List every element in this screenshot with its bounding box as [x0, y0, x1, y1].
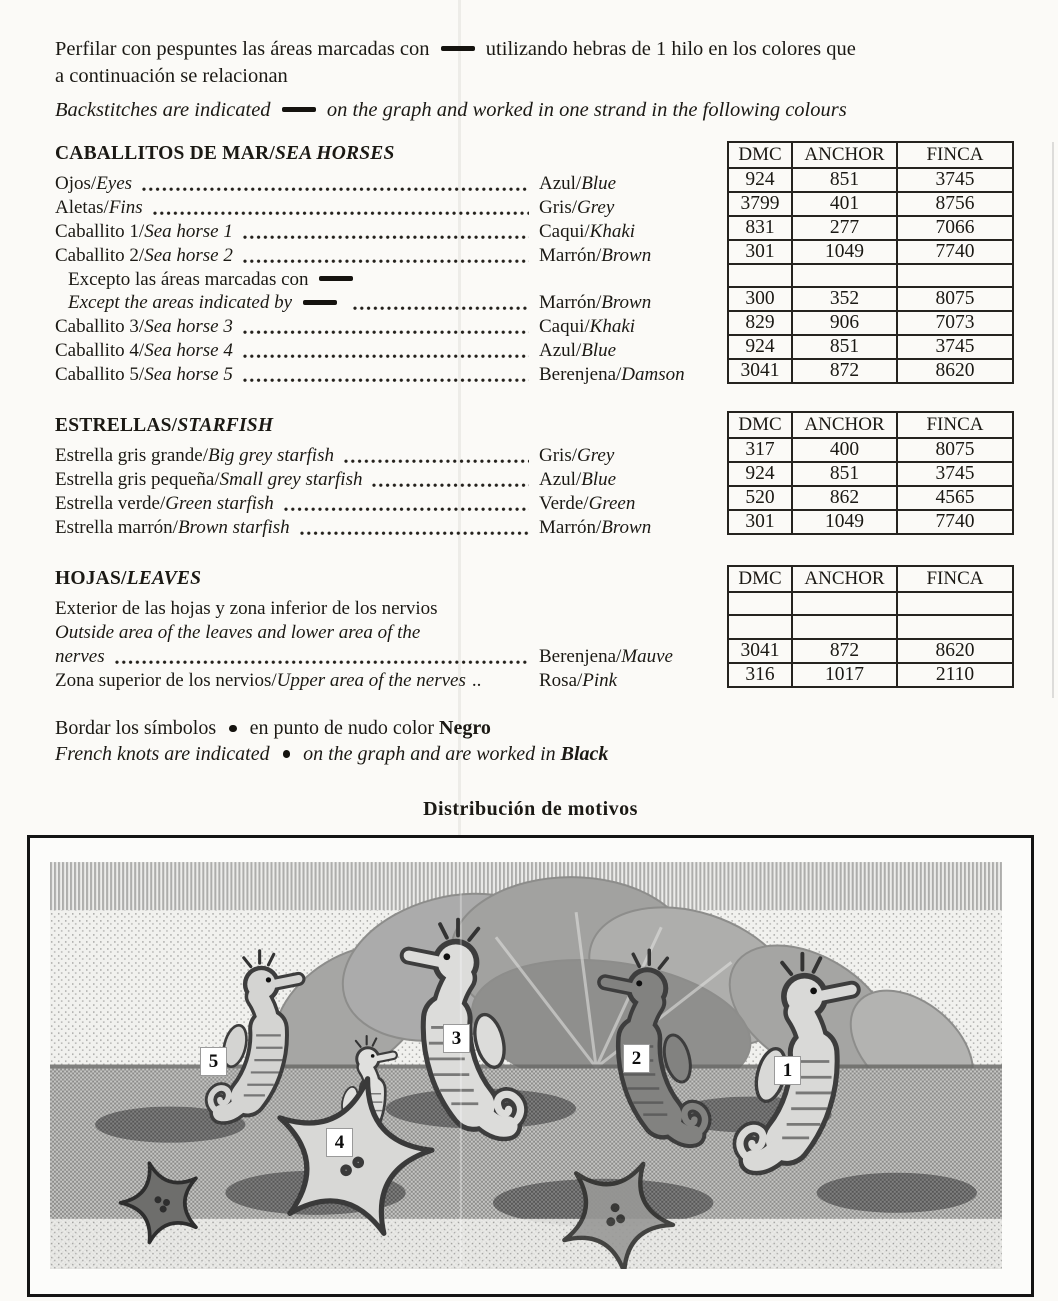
- french-knot-dot-icon: [283, 750, 291, 758]
- text-segment: Grey: [577, 445, 615, 466]
- text-segment: Sea horse 1: [144, 220, 233, 242]
- text-segment: French knots are indicated: [55, 742, 275, 765]
- table-cell: 401: [792, 192, 897, 216]
- row-label: [55, 197, 143, 219]
- table-cell: 3041: [728, 639, 792, 663]
- text-segment: Eyes: [96, 173, 133, 194]
- table-row: [728, 462, 1013, 486]
- table-header-cell: DMC: [728, 142, 792, 168]
- row-color-name: [539, 493, 723, 515]
- row-color-name: [539, 221, 723, 243]
- table-cell: 8756: [897, 192, 1013, 216]
- table-cell: 1017: [792, 663, 897, 687]
- text-segment: LEAVES: [126, 568, 202, 589]
- row-label: [55, 173, 132, 195]
- text-segment: ESTRELLAS/: [55, 415, 178, 436]
- dot-leader: [243, 258, 529, 265]
- table-cell: [897, 592, 1013, 615]
- color-key-row: [55, 469, 723, 493]
- table-cell: 872: [792, 639, 897, 663]
- color-key-row: [55, 316, 723, 340]
- text-segment: Blue: [581, 340, 617, 362]
- row-label: [55, 598, 438, 620]
- row-label: [55, 646, 105, 668]
- dot-leader: [372, 482, 529, 489]
- table-row: [728, 615, 1013, 638]
- intro-paragraph-es: [55, 36, 1055, 90]
- text-segment: Black: [560, 742, 609, 765]
- row-color-name: [539, 197, 723, 219]
- text-segment: Caballito 5/: [55, 364, 145, 386]
- text-segment: Outside area of the leaves and lower area of the: [55, 621, 421, 643]
- table-cell: 3041: [728, 359, 792, 383]
- backstitch-dash-icon: [319, 276, 353, 281]
- color-key-row: [55, 221, 723, 245]
- table-cell: 3745: [897, 462, 1013, 486]
- table-cell: 8620: [897, 639, 1013, 663]
- text-segment: Small grey starfish: [219, 468, 363, 490]
- text-segment: Berenjena/: [539, 364, 622, 386]
- table-row: [728, 438, 1013, 462]
- text-segment: Upper area of the nerves: [276, 669, 466, 691]
- table-cell: 520: [728, 486, 792, 510]
- text-segment: Mauve: [621, 645, 673, 667]
- row-label: [55, 340, 233, 362]
- table-cell: 277: [792, 216, 897, 240]
- table-row: [728, 486, 1013, 510]
- row-label: [68, 269, 359, 291]
- table-cell: 7740: [897, 240, 1013, 264]
- text-segment: Green starfish: [165, 492, 274, 514]
- table-cell: 851: [792, 335, 897, 359]
- french-knot-dot-icon: [229, 725, 237, 733]
- text-segment: HOJAS/: [55, 568, 127, 589]
- dot-leader: [300, 530, 529, 537]
- row-color-name: [539, 364, 723, 386]
- table-cell: 317: [728, 438, 792, 462]
- color-key-row: [55, 269, 723, 293]
- row-color-name: [539, 316, 723, 338]
- fold-line-in-image: [460, 862, 462, 1269]
- text-segment: Pink: [582, 669, 618, 691]
- backstitch-dash-icon: [303, 300, 337, 305]
- table-cell: [728, 592, 792, 615]
- text-segment: Gris/: [539, 445, 577, 466]
- dot-leader: [153, 210, 529, 217]
- text-segment: Blue: [581, 173, 617, 194]
- table-header-cell: FINCA: [897, 142, 1013, 168]
- text-segment: Excepto las áreas marcadas con: [68, 268, 314, 290]
- table-header-cell: ANCHOR: [792, 412, 897, 438]
- text-segment: Khaki: [589, 220, 636, 242]
- table-cell: 862: [792, 486, 897, 510]
- table-row: [728, 287, 1013, 311]
- table-cell: 4565: [897, 486, 1013, 510]
- backstitch-dash-icon: [282, 107, 316, 112]
- table-header-row: [728, 566, 1013, 592]
- text-segment: Marrón/: [539, 292, 602, 314]
- text-segment: Brown: [601, 244, 652, 266]
- text-segment: Fins: [108, 196, 143, 218]
- text-segment: STARFISH: [177, 415, 274, 436]
- french-knot-notes: [55, 716, 1055, 767]
- row-color-name: [539, 469, 723, 491]
- table-cell: 906: [792, 311, 897, 335]
- table-cell: 301: [728, 510, 792, 534]
- text-segment: Aletas/: [55, 196, 109, 218]
- thread-table-sea-horses: [727, 141, 1014, 384]
- text-segment: Sea horse 5: [144, 364, 233, 386]
- table-cell: 851: [792, 462, 897, 486]
- row-label: [55, 245, 233, 267]
- table-row: [728, 216, 1013, 240]
- color-key-row: [55, 173, 723, 197]
- table-cell: 8075: [897, 287, 1013, 311]
- row-color-name: [539, 646, 723, 668]
- note-es: [55, 716, 1055, 742]
- motif-label-1: 1: [774, 1056, 801, 1085]
- table-cell: 316: [728, 663, 792, 687]
- dot-leader: [115, 659, 529, 666]
- row-color-name: [539, 292, 723, 314]
- row-label: [55, 469, 362, 491]
- text-segment: Caballito 3/: [55, 316, 145, 338]
- table-cell: 1049: [792, 240, 897, 264]
- table-cell: 3745: [897, 335, 1013, 359]
- text-segment: Sea horse 3: [144, 316, 233, 338]
- table-cell: 3745: [897, 168, 1013, 192]
- dot-leader: [353, 305, 529, 312]
- text-segment: Verde/: [539, 492, 589, 514]
- color-key-list-starfish: [55, 445, 723, 541]
- table-cell: 831: [728, 216, 792, 240]
- text-segment: Zona superior de los nervios/: [55, 669, 277, 691]
- text-segment: Caqui/: [539, 316, 590, 338]
- table-row: [728, 168, 1013, 192]
- dot-leader: [284, 506, 529, 513]
- table-header-row: [728, 412, 1013, 438]
- text-segment: Berenjena/: [539, 645, 622, 667]
- table-cell: [792, 592, 897, 615]
- table-cell: 851: [792, 168, 897, 192]
- text-segment: Ojos/: [55, 173, 97, 194]
- table-cell: [792, 264, 897, 287]
- text-segment: Damson: [621, 364, 685, 386]
- color-key-list-leaves: [55, 598, 723, 694]
- row-color-name: [539, 445, 723, 467]
- figure-frame: [27, 835, 1034, 1297]
- table-cell: 924: [728, 462, 792, 486]
- text-segment: Backstitches are indicated: [55, 99, 276, 121]
- table-cell: 924: [728, 335, 792, 359]
- text-segment: Caqui/: [539, 220, 590, 242]
- table-header-cell: FINCA: [897, 566, 1013, 592]
- intro-es-line-1: [55, 36, 1055, 63]
- table-header-cell: DMC: [728, 566, 792, 592]
- table-header-cell: FINCA: [897, 412, 1013, 438]
- text-segment: Estrella marrón/: [55, 516, 178, 538]
- color-key-row: [55, 646, 723, 670]
- text-segment: Estrella gris pequeña/: [55, 468, 220, 490]
- color-key-row: [55, 622, 723, 646]
- table-cell: 7073: [897, 311, 1013, 335]
- text-segment: en punto de nudo color: [244, 717, 440, 739]
- table-row: [728, 240, 1013, 264]
- color-key-row: [55, 493, 723, 517]
- motif-label-4: 4: [326, 1128, 353, 1157]
- table-row: [728, 359, 1013, 383]
- text-segment: Azul/: [539, 468, 582, 490]
- row-label: [55, 316, 233, 338]
- table-cell: [728, 264, 792, 287]
- row-label: [55, 517, 290, 539]
- text-segment: Blue: [581, 468, 617, 490]
- text-segment: Gris/: [539, 196, 577, 218]
- text-segment: Big grey starfish: [208, 445, 334, 466]
- text-segment: Caballito 2/: [55, 244, 145, 266]
- table-cell: 8075: [897, 438, 1013, 462]
- row-color-name: [539, 670, 723, 692]
- table-cell: 301: [728, 240, 792, 264]
- motif-label-5: 5: [200, 1047, 227, 1076]
- color-key-list-sea-horses: [55, 173, 723, 388]
- text-segment: Caballito 1/: [55, 220, 145, 242]
- text-segment: a continuación se relacionan: [55, 65, 288, 87]
- text-segment: Azul/: [539, 173, 582, 194]
- note-en: [55, 742, 1055, 768]
- text-segment: Green: [588, 492, 636, 514]
- page-edge-shadow: [1052, 142, 1054, 698]
- table-cell: 7066: [897, 216, 1013, 240]
- row-label: [55, 622, 420, 644]
- table-cell: 3799: [728, 192, 792, 216]
- text-segment: on the graph and worked in one strand in the following colours: [321, 99, 847, 121]
- table-cell: [792, 615, 897, 638]
- table-cell: 2110: [897, 663, 1013, 687]
- figure-title: Distribución de motivos: [423, 798, 638, 820]
- backstitch-dash-icon: [441, 46, 475, 51]
- text-segment: Sea horse 2: [144, 244, 233, 266]
- table-row: [728, 311, 1013, 335]
- text-segment: Perfilar con pespuntes las áreas marcadas con: [55, 38, 435, 60]
- motif-label-2: 2: [623, 1044, 650, 1073]
- motif-label-3: 3: [443, 1024, 470, 1053]
- table-cell: 924: [728, 168, 792, 192]
- row-label: [55, 445, 334, 467]
- section-heading-sea-horses: [55, 143, 723, 165]
- row-color-name: [539, 173, 723, 195]
- table-row: [728, 192, 1013, 216]
- row-label: [55, 221, 233, 243]
- color-key-row: [55, 340, 723, 364]
- color-key-row: [55, 364, 723, 388]
- row-color-name: [539, 340, 723, 362]
- table-cell: 829: [728, 311, 792, 335]
- section-heading-starfish: [55, 415, 723, 437]
- section-heading-leaves: [55, 568, 723, 590]
- text-segment: Grey: [577, 196, 615, 218]
- dot-leader: [344, 458, 529, 465]
- text-segment: Except the areas indicated by: [68, 292, 297, 314]
- text-segment: Marrón/: [539, 516, 602, 538]
- table-header-cell: DMC: [728, 412, 792, 438]
- row-label: [68, 292, 343, 314]
- row-color-name: [539, 245, 723, 267]
- table-cell: [728, 615, 792, 638]
- table-row: [728, 663, 1013, 687]
- intro-paragraph-en: [55, 97, 1055, 124]
- table-header-row: [728, 142, 1013, 168]
- dot-leader: [142, 186, 529, 193]
- text-segment: Caballito 4/: [55, 340, 145, 362]
- color-key-row: [55, 517, 723, 541]
- dot-leader: [243, 234, 529, 241]
- color-key-row: [55, 445, 723, 469]
- table-row: [728, 592, 1013, 615]
- table-row: [728, 510, 1013, 534]
- color-key-row: [55, 292, 723, 316]
- text-segment: on the graph and are worked in: [298, 742, 561, 765]
- text-segment: Sea horse 4: [144, 340, 233, 362]
- text-segment: SEA HORSES: [274, 143, 395, 164]
- text-segment: Marrón/: [539, 244, 602, 266]
- table-row: [728, 335, 1013, 359]
- color-key-row: [55, 197, 723, 221]
- table-cell: [897, 615, 1013, 638]
- motif-distribution-image: [50, 862, 1002, 1269]
- table-cell: 300: [728, 287, 792, 311]
- color-key-row: [55, 598, 723, 622]
- text-segment: CABALLITOS DE MAR/: [55, 143, 275, 164]
- dot-leader: [243, 377, 529, 384]
- table-header-cell: ANCHOR: [792, 142, 897, 168]
- table-cell: [897, 264, 1013, 287]
- text-segment: Estrella verde/: [55, 492, 166, 514]
- table-row: [728, 264, 1013, 287]
- dot-leader: [243, 353, 529, 360]
- text-segment: Negro: [439, 717, 491, 739]
- table-cell: 872: [792, 359, 897, 383]
- text-segment: Brown: [601, 292, 652, 314]
- table-cell: 1049: [792, 510, 897, 534]
- section-leaves: [55, 568, 723, 694]
- text-segment: Rosa/: [539, 669, 583, 691]
- text-segment: Azul/: [539, 340, 582, 362]
- row-label: [55, 364, 233, 386]
- text-segment: Khaki: [589, 316, 636, 338]
- color-key-row: [55, 245, 723, 269]
- row-color-name: [539, 517, 723, 539]
- thread-table-starfish: [727, 411, 1014, 535]
- dot-leader: [243, 329, 529, 336]
- thread-table-leaves: [727, 565, 1014, 688]
- text-segment: Brown starfish: [177, 516, 290, 538]
- section-starfish: [55, 415, 723, 541]
- text-segment: nerves: [55, 645, 105, 667]
- intro-es-line-2: [55, 63, 1055, 90]
- table-header-cell: ANCHOR: [792, 566, 897, 592]
- table-cell: 352: [792, 287, 897, 311]
- text-segment: Estrella gris grande/: [55, 445, 209, 466]
- table-cell: 8620: [897, 359, 1013, 383]
- table-cell: 7740: [897, 510, 1013, 534]
- text-segment: Brown: [601, 516, 652, 538]
- section-sea-horses: [55, 143, 723, 388]
- table-row: [728, 639, 1013, 663]
- row-label: [55, 493, 274, 515]
- text-segment: Exterior de las hojas y zona inferior de los nervios: [55, 598, 438, 619]
- text-segment: Bordar los símbolos: [55, 717, 222, 739]
- table-cell: 400: [792, 438, 897, 462]
- dot-leader: ..: [471, 669, 482, 691]
- row-label: [55, 670, 466, 692]
- text-segment: utilizando hebras de 1 hilo en los colores que: [480, 38, 856, 60]
- color-key-row: [55, 670, 723, 694]
